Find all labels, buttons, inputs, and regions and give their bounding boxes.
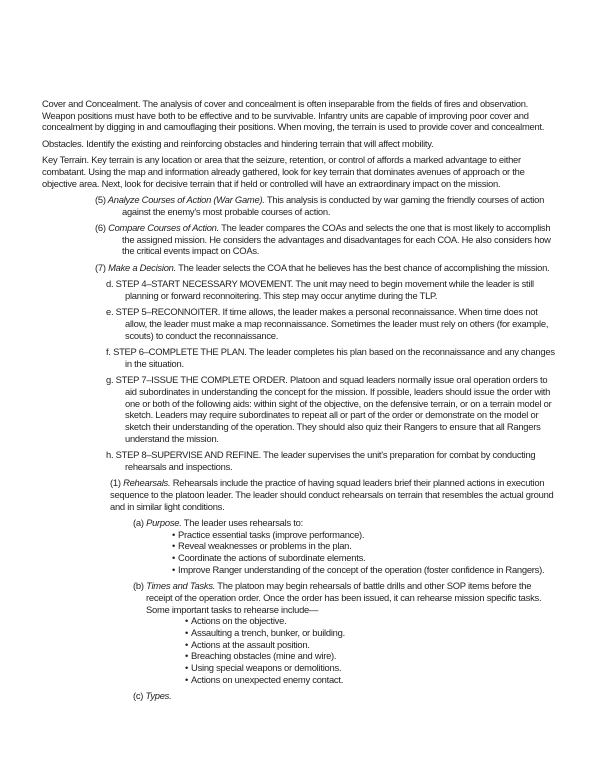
step-item-g-issue-order [42,374,558,444]
item-marker: (b) [133,580,144,592]
item-title: Rehearsals. [120,477,171,489]
section-step4 [42,278,558,301]
paragraph-body: Identify the existing and reinforcing obstacles and hindering terrain that will affect mobility. [83,137,434,149]
item-body: The leader supervises the unit's preparation for combat by conducting rehearsals and inspections. [125,449,536,472]
item-title: Make a Decision. [105,261,176,273]
item-body: The leader compares the COAs and selects the one that is most likely to accomplish the assigned mission. He considers the advantages and disadvantages for each COA. He also considers how the critical events impact on COAs. [122,222,551,257]
times-tasks-paragraph [42,580,558,615]
bullet-text: Coordinate the actions of subordinate elements. [178,552,366,564]
item-marker: (c) [133,690,144,702]
section-times-and-tasks [42,580,558,685]
bullet-text: Improve Ranger understanding of the concept of the operation (foster confidence in Rangers). [178,563,545,575]
item-title: STEP 5–RECONNOITER. [113,306,221,318]
section-types [42,690,558,702]
item-title: STEP 4–START NECESSARY MOVEMENT. [113,278,294,290]
purpose-paragraph [42,517,558,529]
coa-item-analyze [42,194,558,217]
bullet-icon: • [172,552,176,564]
times-tasks-bullet [42,639,558,651]
item-title: STEP 8–SUPERVISE AND REFINE. [113,449,261,461]
times-tasks-bullet [42,662,558,674]
section-rehearsals [42,477,558,512]
item-marker: (7) [95,261,106,273]
bullet-icon: • [185,662,189,674]
item-body: The unit may need to begin movement while the leader is still planning or forward reconnoitering. This step may occur anytime during the TLP. [125,278,534,301]
item-title: STEP 6–COMPLETE THE PLAN. [110,346,247,358]
item-title: Analyze Courses of Action (War Game). [105,193,265,205]
section-cover-and-concealment [42,98,558,133]
purpose-bullet [42,552,558,564]
item-body: This analysis is conducted by war gaming the friendly courses of action against the enemy's most probable courses of action. [122,193,545,217]
bullet-icon: • [185,650,189,662]
item-title: Purpose. [143,517,182,529]
item-body: Platoon and squad leaders normally issue oral operation orders to aid subordinates in understanding the concept for the mission. If possible, leaders should issue the order with one or both of the following aids: within sight of the objective, on the defensive terrain, or on a terrain model or sketch. Leaders may require subordinates to repeat all or part of the order or demonstrate on the model or sketch their understanding of the operation. They should also quiz their Rangers to ensure that all Rangers understand the mission. [125,374,552,444]
section-step8 [42,449,558,472]
item-marker: e. [106,306,114,318]
rehearsals-paragraph [42,477,558,512]
item-marker: d. [106,278,114,290]
types-paragraph [42,690,558,702]
para-obstacles [42,138,558,150]
item-title: Times and Tasks. [143,580,216,592]
para-key-terrain [42,154,558,189]
item-body: The leader uses rehearsals to: [181,517,303,529]
section-obstacles [42,138,558,150]
coa-item-decision [42,262,558,274]
paragraph-body: The analysis of cover and concealment is often inseparable from the fields of fires and observation. Weapon positions must have both to be effective and to be survivable. Infantry units are capable of improving poor cover and concealment by digging in and camouflaging their positions. When moving, the terrain is used to provide cover and concealment. [42,98,545,133]
item-marker: (1) [110,477,121,489]
bullet-text: Breaching obstacles (mine and wire). [191,650,337,662]
times-tasks-bullet [42,627,558,639]
bullet-text: Actions at the assault position. [191,638,310,650]
section-key-terrain [42,154,558,189]
section-coa-analyze [42,194,558,217]
section-coa-decision [42,262,558,274]
item-marker: (6) [95,222,106,234]
item-body: The leader selects the COA that he believes has the best chance of accomplishing the mission. [175,261,550,273]
item-body: Rehearsals include the practice of having squad leaders brief their planned actions in execution sequence to the platoon leader. The leader should conduct rehearsals on terrain that resembles the actual ground and in similar light conditions. [110,477,554,512]
item-title: STEP 7–ISSUE THE COMPLETE ORDER. [113,374,288,386]
run-in-heading: Obstacles. [42,137,84,149]
bullet-icon: • [185,615,189,627]
bullet-text: Practice essential tasks (improve performance). [178,528,365,540]
times-tasks-bullet [42,650,558,662]
bullet-text: Assaulting a trench, bunker, or building. [191,627,345,639]
times-tasks-bullet [42,615,558,627]
section-step5 [42,306,558,341]
bullet-icon: • [185,638,189,650]
step-item-d-start-movement [42,278,558,301]
item-marker: h. [106,449,114,461]
item-body: The platoon may begin rehearsals of battle drills and other SOP items before the receipt of the operation order. Once the order has been issued, it can rehearse mission specific tasks. Some important tasks to rehearse include— [146,580,542,615]
purpose-bullet [42,529,558,541]
paragraph-body: Key terrain is any location or area that the seizure, retention, or control of affords a marked advantage to either combatant. Using the map and information already gathered, look for key terrain that dominates avenues of approach or the objective area. Next, look for decisive terrain that if held or controlled will have an extraordinary impact on the mission. [42,154,525,189]
section-step6 [42,346,558,369]
item-marker: (5) [95,193,106,205]
bullet-icon: • [172,563,176,575]
item-body: The leader completes his plan based on the reconnaissance and any changes in the situation. [125,346,555,369]
bullet-text: Reveal weaknesses or problems in the plan. [178,540,352,552]
bullet-icon: • [172,528,176,540]
item-marker: (a) [133,517,144,529]
run-in-heading: Key Terrain. [42,154,89,166]
para-cover-and-concealment [42,98,558,133]
item-marker: f. [106,346,111,358]
times-tasks-bullet [42,674,558,686]
section-coa-compare [42,222,558,257]
item-body: If time allows, the leader makes a personal reconnaissance. When time does not allow, the leader must make a map reconnaissance. Sometimes the leader must rely on others (for example, scouts) to conduct the reconnaissance. [125,306,549,341]
run-in-heading: Cover and Concealment. [42,98,141,109]
section-step7 [42,374,558,444]
section-purpose [42,517,558,576]
bullet-text: Actions on the objective. [191,615,287,627]
bullet-icon: • [185,673,189,685]
item-marker: g. [106,374,114,386]
bullet-icon: • [185,627,189,639]
step-item-f-complete-plan [42,346,558,369]
bullet-text: Using special weapons or demolitions. [191,662,342,674]
item-title: Types. [143,690,172,702]
step-item-e-reconnoiter [42,306,558,341]
purpose-bullet [42,540,558,552]
step-item-h-supervise-refine [42,449,558,472]
bullet-text: Actions on unexpected enemy contact. [191,673,344,685]
item-title: Compare Courses of Action. [105,222,219,234]
purpose-bullet [42,564,558,576]
bullet-icon: • [172,540,176,552]
coa-item-compare [42,222,558,257]
